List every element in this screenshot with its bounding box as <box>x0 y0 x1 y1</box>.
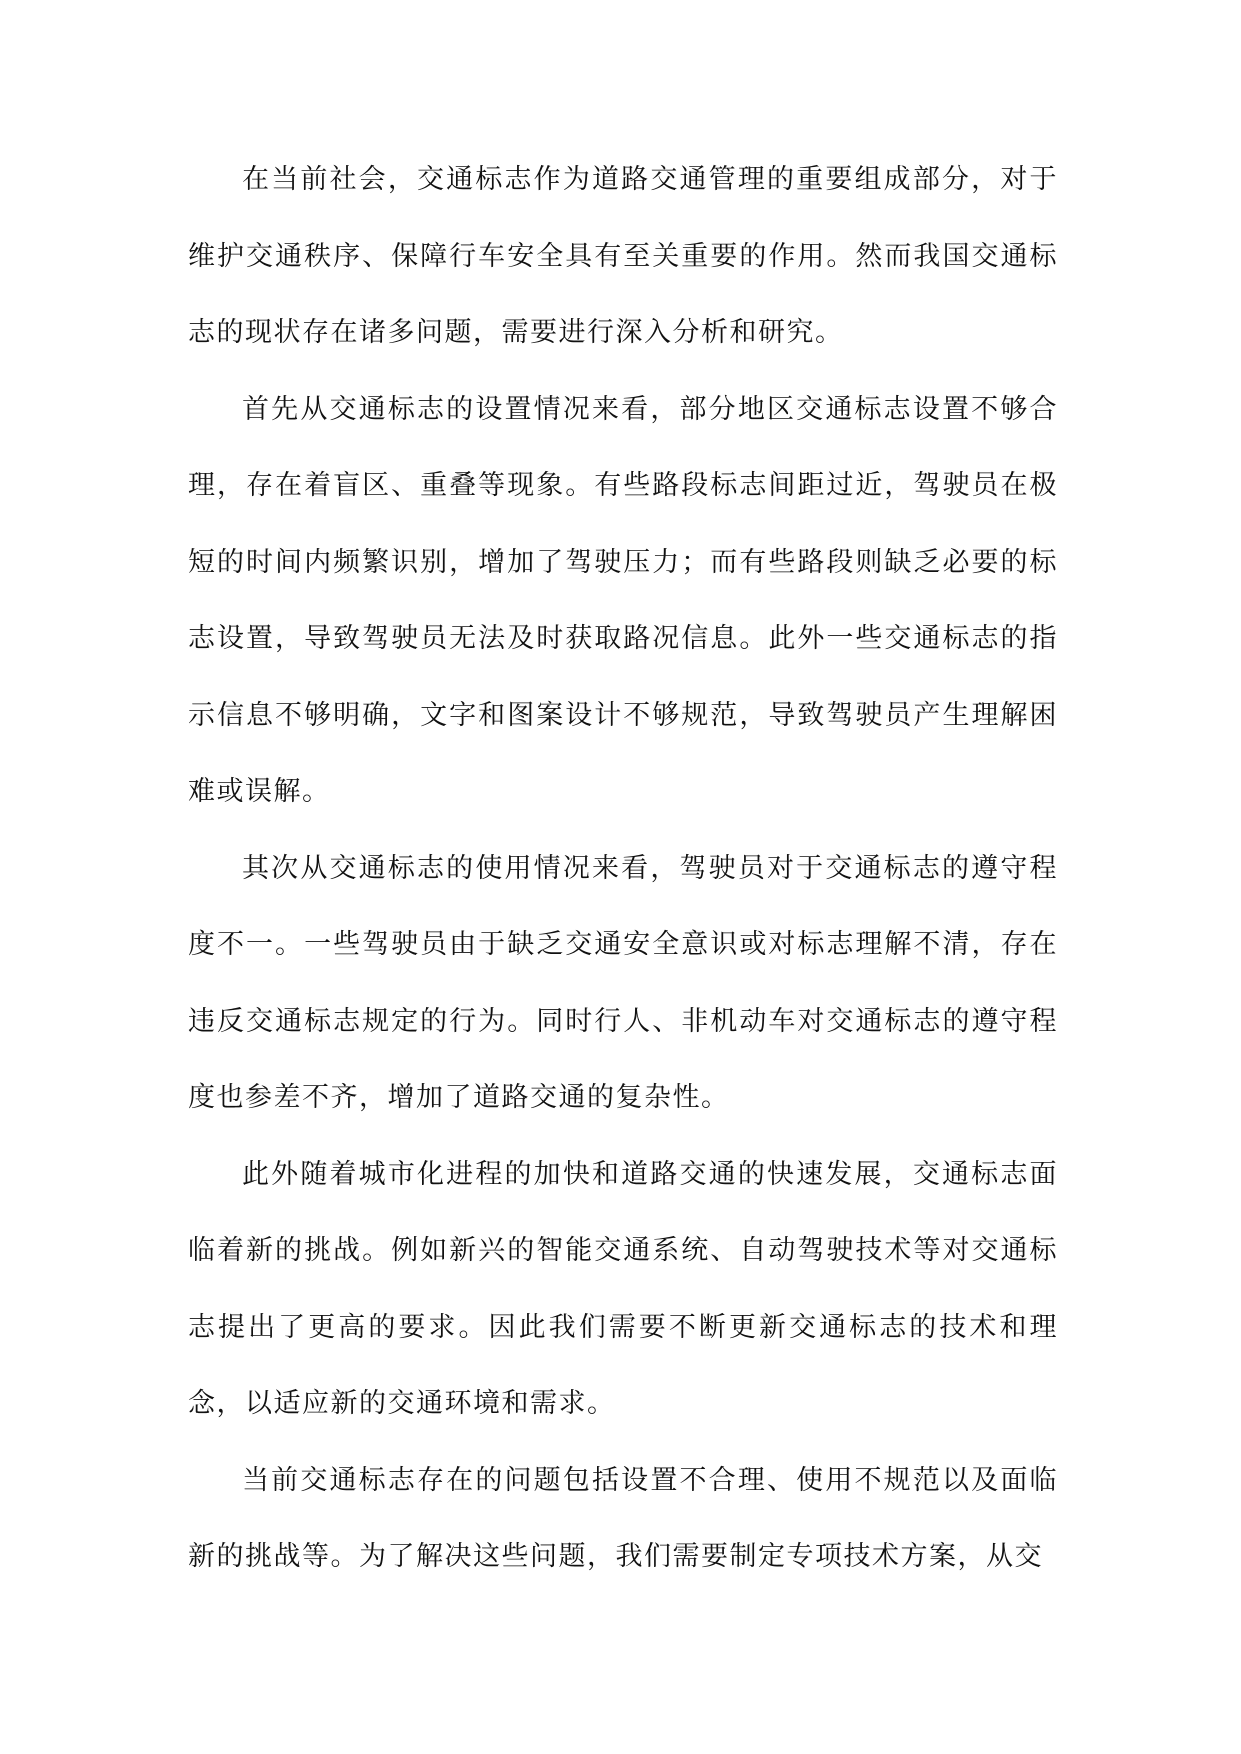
paragraph-2: 首先从交通标志的设置情况来看，部分地区交通标志设置不够合理，存在着盲区、重叠等现象。有些路段标志间距过近，驾驶员在极短的时间内频繁识别，增加了驾驶压力；而有些路段则缺乏必要的标志设置，导致驾驶员无法及时获取路况信息。此外一些交通标志的指示信息不够明确，文字和图案设计不够规范，导致驾驶员产生理解困难或误解。 <box>188 393 1058 807</box>
paragraph-3: 其次从交通标志的使用情况来看，驾驶员对于交通标志的遵守程度不一。一些驾驶员由于缺乏交通安全意识或对标志理解不清，存在违反交通标志规定的行为。同时行人、非机动车对交通标志的遵守程度也参差不齐，增加了道路交通的复杂性。 <box>188 852 1058 1113</box>
document-body <box>188 142 1058 1596</box>
paragraph-4: 此外随着城市化进程的加快和道路交通的快速发展，交通标志面临着新的挑战。例如新兴的智能交通系统、自动驾驶技术等对交通标志提出了更高的要求。因此我们需要不断更新交通标志的技术和理念，以适应新的交通环境和需求。 <box>188 1158 1058 1419</box>
paragraph-1: 在当前社会，交通标志作为道路交通管理的重要组成部分，对于维护交通秩序、保障行车安全具有至关重要的作用。然而我国交通标志的现状存在诸多问题，需要进行深入分析和研究。 <box>188 164 1058 348</box>
paragraph-5: 当前交通标志存在的问题包括设置不合理、使用不规范以及面临新的挑战等。为了解决这些问题，我们需要制定专项技术方案，从交 <box>188 1464 1058 1572</box>
